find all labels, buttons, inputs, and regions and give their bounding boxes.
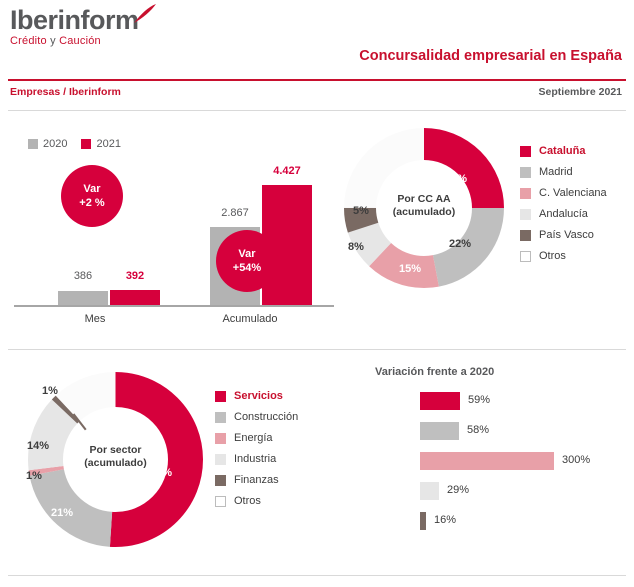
- variation-bar-industria: [420, 482, 439, 500]
- divider-top: [8, 110, 626, 111]
- variation-bubble-acumulado-label: Var: [238, 248, 256, 260]
- donut-sector-value-energia: 1%: [26, 470, 42, 482]
- variation-bubble-acumulado-value: +54%: [232, 262, 262, 274]
- bar-mes-2020: [58, 291, 108, 305]
- donut-sector-center-label: [28, 444, 203, 470]
- donut-sector: [28, 372, 203, 547]
- legend-swatch-industria: [215, 454, 226, 465]
- legend-swatch-finanzas: [215, 475, 226, 486]
- legend-swatch-cataluna: [520, 146, 531, 157]
- bar-category-mes: Mes: [84, 313, 106, 325]
- variation-bar-energia: [420, 452, 554, 470]
- legend-item-otros-ccaa: [520, 250, 607, 262]
- legend-swatch-valenciana: [520, 188, 531, 199]
- page-title: Concursalidad empresarial en España: [359, 48, 622, 64]
- variation-value-servicios: 59%: [468, 394, 491, 406]
- logo-tagline-caucion: Caución: [59, 35, 101, 47]
- legend-item-energia: [215, 432, 298, 444]
- legend-swatch-servicios: [215, 391, 226, 402]
- divider-middle: [8, 349, 626, 350]
- variation-chart-title: Variación frente a 2020: [375, 366, 495, 378]
- variation-value-construccion: 58%: [467, 424, 490, 436]
- variation-bar-finanzas: [420, 512, 426, 530]
- donut-sector-value-finanzas: 1%: [42, 385, 58, 397]
- breadcrumb: Empresas / Iberinform: [10, 86, 121, 98]
- legend-label-otros-sector: Otros: [234, 495, 261, 507]
- donut-ccaa-value-andalucia: 8%: [348, 241, 364, 253]
- bar-mes-2021: [110, 290, 160, 305]
- variation-bubble-mes-label: Var: [83, 183, 101, 195]
- legend-label-cataluna: Cataluña: [539, 145, 586, 157]
- legend-swatch-madrid: [520, 167, 531, 178]
- donut-sector-value-construccion: 21%: [51, 507, 74, 519]
- bar-chart-legend: [28, 138, 135, 150]
- legend-item-andalucia: [520, 208, 607, 220]
- legend-label-finanzas: Finanzas: [234, 474, 279, 486]
- legend-swatch-andalucia: [520, 209, 531, 220]
- legend-label-madrid: Madrid: [539, 166, 573, 178]
- variation-row-industria: [420, 482, 620, 500]
- donut-ccaa-value-valenciana: 15%: [399, 263, 422, 275]
- legend-item-madrid: [520, 166, 607, 178]
- logo-tagline-y: y: [46, 35, 60, 47]
- legend-item-paisvasco: [520, 229, 607, 241]
- donut-sector-value-servicios: 51%: [150, 467, 173, 479]
- logo-wordmark: Iberinform: [10, 5, 139, 35]
- variation-row-servicios: [420, 392, 620, 410]
- legend-item-otros-sector: [215, 495, 298, 507]
- page-header: [0, 0, 634, 98]
- legend-swatch-otros-sector: [215, 496, 226, 507]
- legend-item-construccion: [215, 411, 298, 423]
- legend-item-valenciana: [520, 187, 607, 199]
- donut-ccaa-subtitle: (acumulado): [392, 206, 456, 218]
- legend-swatch-otros-ccaa: [520, 251, 531, 262]
- swoosh-icon: [133, 4, 157, 24]
- donut-sector-subtitle: (acumulado): [84, 457, 147, 469]
- bar-value-acumulado-2021: 4.427: [273, 165, 301, 177]
- legend-item-cataluna: [520, 145, 607, 157]
- legend-label-andalucia: Andalucía: [539, 208, 588, 220]
- variation-row-energia: [420, 452, 620, 470]
- legend-label-paisvasco: País Vasco: [539, 229, 594, 241]
- variation-value-energia: 300%: [562, 454, 591, 466]
- variation-bar-construccion: [420, 422, 459, 440]
- variation-value-finanzas: 16%: [434, 514, 457, 526]
- donut-sector-legend: [215, 390, 298, 516]
- legend-item-servicios: [215, 390, 298, 402]
- legend-swatch-energia: [215, 433, 226, 444]
- variation-bubble-acumulado: [216, 230, 278, 292]
- variation-bubble-mes-value: +2 %: [79, 197, 105, 209]
- divider-bottom: [8, 575, 626, 576]
- bar-chart-plot: [14, 155, 334, 305]
- donut-ccaa-value-madrid: 22%: [449, 238, 472, 250]
- bar-value-acumulado-2020: 2.867: [221, 207, 249, 219]
- legend-label-valenciana: C. Valenciana: [539, 187, 607, 199]
- brand-logo: [10, 6, 139, 47]
- legend-label-energia: Energía: [234, 432, 273, 444]
- variation-bar-servicios: [420, 392, 460, 410]
- donut-ccaa: [344, 128, 504, 288]
- legend-swatch-paisvasco: [520, 230, 531, 241]
- legend-label-construccion: Construcción: [234, 411, 299, 423]
- legend-swatch-2021: [81, 139, 91, 149]
- legend-item-industria: [215, 453, 298, 465]
- variation-value-industria: 29%: [447, 484, 470, 496]
- donut-ccaa-value-paisvasco: 5%: [353, 205, 369, 217]
- legend-item-finanzas: [215, 474, 298, 486]
- bar-value-mes-2021: 392: [125, 270, 145, 282]
- legend-label-industria: Industria: [234, 453, 277, 465]
- variation-bubble-mes: [61, 165, 123, 227]
- donut-ccaa-value-cataluna: 25%: [445, 173, 468, 185]
- bar-value-mes-2020: 386: [73, 270, 93, 282]
- variation-row-finanzas: [420, 512, 620, 530]
- legend-label-2020: 2020: [43, 138, 68, 150]
- logo-tagline: [10, 35, 139, 47]
- variation-row-construccion: [420, 422, 620, 440]
- donut-ccaa-legend: [520, 145, 607, 271]
- report-date: Septiembre 2021: [538, 86, 622, 98]
- header-rule: [8, 79, 626, 81]
- donut-ccaa-title: Por CC AA: [397, 193, 451, 205]
- logo-tagline-credito: Crédito: [10, 35, 47, 47]
- legend-label-servicios: Servicios: [234, 390, 283, 402]
- legend-label-2021: 2021: [96, 138, 121, 150]
- legend-swatch-construccion: [215, 412, 226, 423]
- donut-sector-title: Por sector: [89, 444, 142, 456]
- legend-label-otros-ccaa: Otros: [539, 250, 566, 262]
- bar-chart-axis: [14, 305, 334, 307]
- legend-swatch-2020: [28, 139, 38, 149]
- donut-sector-value-industria: 14%: [27, 440, 50, 452]
- bar-category-acumulado: Acumulado: [222, 313, 278, 325]
